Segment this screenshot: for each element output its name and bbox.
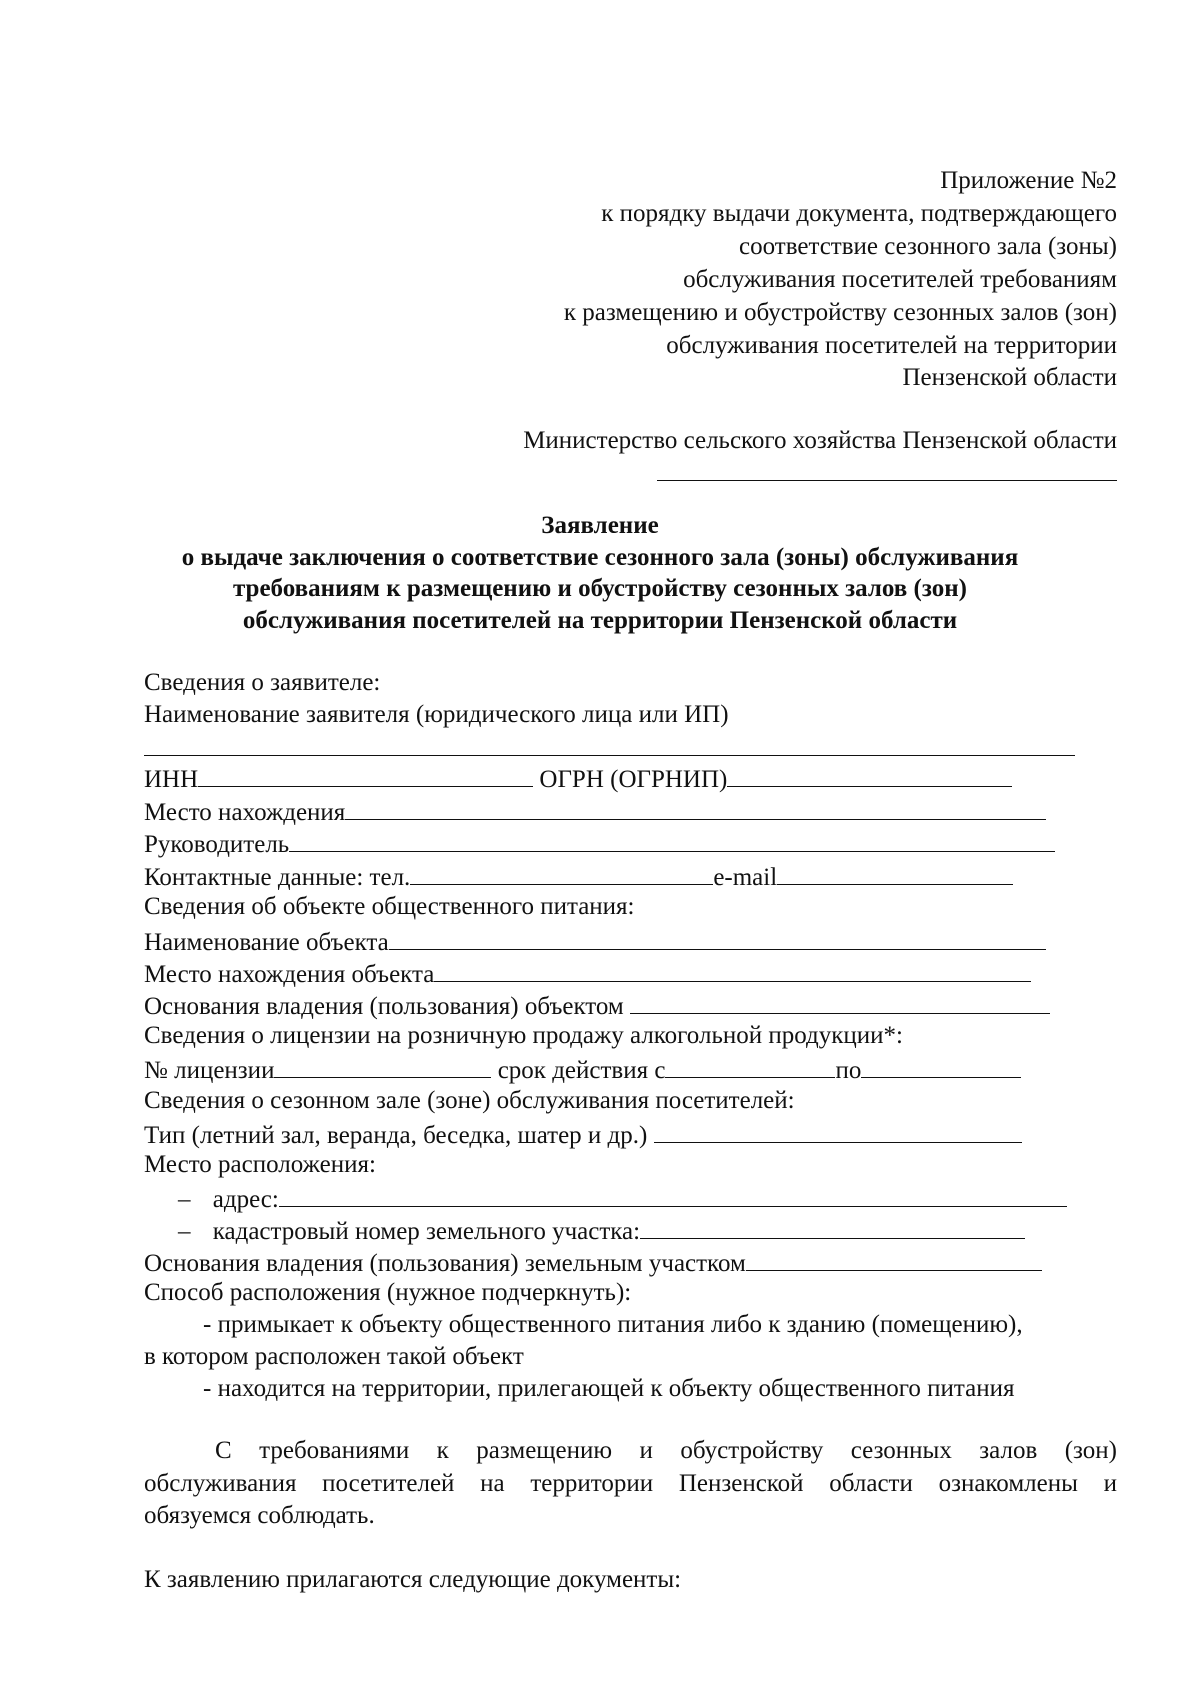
- inn-label: ИНН: [144, 766, 199, 793]
- license-header: Сведения о лицензии на розничную продажу алкогольной продукции*:: [144, 1022, 903, 1049]
- location-field[interactable]: [345, 795, 1046, 820]
- license-row: [144, 1053, 1021, 1086]
- recipient-underline: [657, 480, 1117, 481]
- address-row: [178, 1182, 1067, 1215]
- object-location-row: [144, 957, 1031, 990]
- zone-header: Сведения о сезонном зале (зоне) обслуживания посетителей:: [144, 1087, 795, 1114]
- appendix-line: обслуживания посетителей требованиям: [683, 266, 1117, 293]
- license-from-field[interactable]: [665, 1053, 835, 1078]
- land-ownership-field[interactable]: [746, 1246, 1042, 1271]
- appendix-line: к размещению и обустройству сезонных залов (зон): [563, 299, 1117, 326]
- license-number-label: № лицензии: [144, 1057, 275, 1084]
- location-row: [144, 795, 1046, 828]
- object-location-field[interactable]: [434, 957, 1031, 982]
- attachments-label: К заявлению прилагаются следующие документы:: [144, 1566, 682, 1593]
- object-ownership-row: [144, 989, 1050, 1022]
- ogrn-label: ОГРН (ОГРНИП): [539, 766, 728, 793]
- appendix-line: соответствие сезонного зала (зоны): [739, 233, 1117, 260]
- phone-field[interactable]: [410, 860, 713, 885]
- license-to-label: по: [835, 1057, 862, 1084]
- agreement-line: С требованиями к размещению и обустройству сезонных залов (зон): [215, 1437, 1117, 1464]
- appendix-line: Пензенской области: [902, 364, 1117, 391]
- address-label: адрес:: [212, 1186, 279, 1213]
- title-line: обслуживания посетителей на территории Пензенской области: [242, 607, 958, 634]
- inn-field[interactable]: [198, 762, 533, 787]
- inn-row: [144, 762, 1012, 795]
- object-ownership-field[interactable]: [630, 989, 1050, 1014]
- contacts-label: Контактные данные: тел.: [144, 864, 411, 891]
- zone-type-field[interactable]: [654, 1118, 1022, 1143]
- cadastral-row: [178, 1214, 1025, 1247]
- placement-option-adjacent-cont: в котором расположен такой объект: [144, 1343, 524, 1370]
- contacts-row: [144, 860, 1013, 893]
- cadastral-label: кадастровый номер земельного участка:: [212, 1218, 641, 1245]
- object-ownership-label: Основания владения (пользования) объектом: [144, 993, 624, 1020]
- agreement-line: обязуемся соблюдать.: [144, 1502, 375, 1529]
- cadastral-field[interactable]: [640, 1214, 1025, 1239]
- applicant-header: Сведения о заявителе:: [144, 669, 381, 696]
- appendix-line: к порядку выдачи документа, подтверждающего: [601, 200, 1117, 227]
- placement-option-territory[interactable]: - находится на территории, прилегающей к объекту общественного питания: [203, 1375, 1015, 1402]
- ogrn-field[interactable]: [727, 762, 1012, 787]
- email-field[interactable]: [777, 860, 1013, 885]
- license-number-field[interactable]: [274, 1053, 491, 1078]
- placement-header: Способ расположения (нужное подчеркнуть):: [144, 1279, 632, 1306]
- placement-option-adjacent[interactable]: - примыкает к объекту общественного питания либо к зданию (помещению),: [203, 1311, 1023, 1338]
- email-label: e-mail: [713, 864, 778, 891]
- license-from-label: срок действия с: [497, 1057, 666, 1084]
- recipient: Министерство сельского хозяйства Пензенской области: [523, 427, 1117, 454]
- land-ownership-label: Основания владения (пользования) земельным участком: [144, 1250, 746, 1277]
- agreement-line: обслуживания посетителей на территории Пензенской области ознакомлены и: [144, 1470, 1117, 1497]
- appendix-line: Приложение №2: [940, 167, 1117, 194]
- title-line: о выдаче заключения о соответствие сезонного зала (зоны) обслуживания: [181, 544, 1019, 571]
- manager-label: Руководитель: [144, 831, 290, 858]
- applicant-name-label: Наименование заявителя (юридического лица или ИП): [144, 701, 729, 728]
- object-name-field[interactable]: [389, 925, 1046, 950]
- license-to-field[interactable]: [861, 1053, 1021, 1078]
- land-ownership-row: [144, 1246, 1042, 1279]
- address-field[interactable]: [279, 1182, 1067, 1207]
- zone-place-label: Место расположения:: [144, 1151, 376, 1178]
- manager-row: [144, 827, 1055, 860]
- title-line: требованиям к размещению и обустройству сезонных залов (зон): [232, 575, 968, 602]
- zone-type-row: [144, 1118, 1022, 1151]
- location-label: Место нахождения: [144, 799, 346, 826]
- object-name-label: Наименование объекта: [144, 929, 389, 956]
- manager-field[interactable]: [289, 827, 1055, 852]
- zone-type-label: Тип (летний зал, веранда, беседка, шатер и др.): [144, 1122, 648, 1149]
- dash-bullet: –: [178, 1186, 191, 1213]
- object-header: Сведения об объекте общественного питания:: [144, 893, 635, 920]
- object-location-label: Место нахождения объекта: [144, 961, 435, 988]
- appendix-line: обслуживания посетителей на территории: [666, 332, 1117, 359]
- object-name-row: [144, 925, 1046, 958]
- dash-bullet: –: [178, 1218, 191, 1245]
- document-title: Заявление: [541, 512, 659, 539]
- applicant-name-field[interactable]: [144, 755, 1075, 756]
